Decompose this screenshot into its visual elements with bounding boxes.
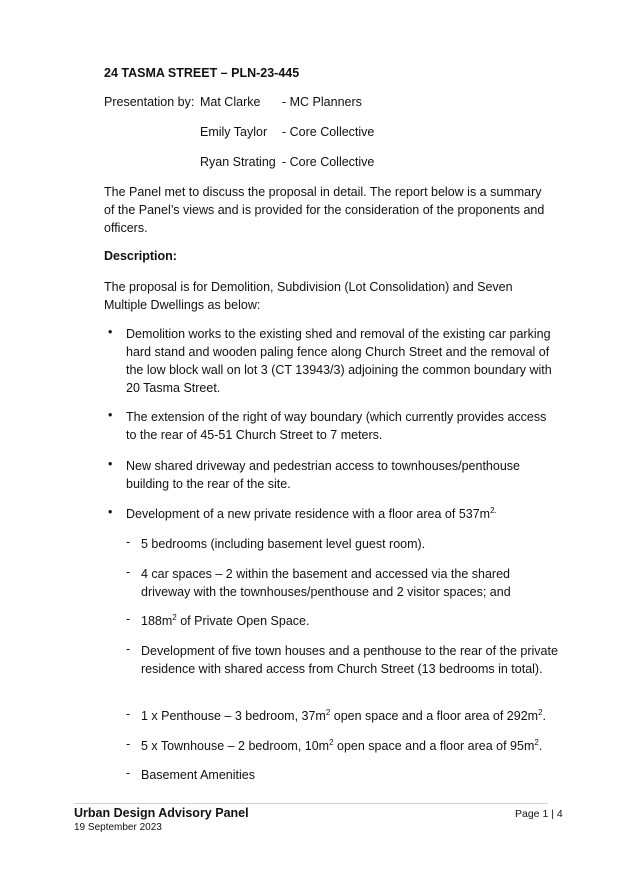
sub-text: open space and a floor area of 292m [330,709,539,723]
presenter-name: Ryan Strating [200,155,276,169]
bullet-marker: • [108,408,113,422]
presenter-org: - Core Collective [282,155,375,169]
dash-marker: - [126,737,131,751]
superscript: 2 [534,738,539,747]
sub-text: 5 x Townhouse – 2 bedroom, 10m [141,739,330,753]
description-intro: The proposal is for Demolition, Subdivision (Lot Consolidation) and Seven Multiple Dwellings as below: [104,280,513,312]
sub-text: open space and a floor area of 95m [333,739,535,753]
sub-item: Basement Amenities [141,768,255,782]
presentation-label: Presentation by: [104,95,195,109]
dash-marker: - [126,642,131,656]
bullet-text: Development of a new private residence with a floor area of 537m [126,507,491,521]
sub-item [141,707,561,725]
bullet-item [126,505,554,523]
superscript: 2 [325,708,331,717]
presenter-name: Mat Clarke [200,95,261,109]
footer-date: 19 September 2023 [74,822,162,833]
sub-text: 1 x Penthouse – 3 bedroom, 37m [141,709,326,723]
dash-marker: - [126,766,131,780]
footer-divider [74,803,548,804]
presenter-name: Emily Taylor [200,125,268,139]
bullet-marker: • [108,457,113,471]
sub-text: . [538,739,543,753]
page-title: 24 TASMA STREET – PLN-23-445 [104,66,300,80]
presenter-org: - MC Planners [282,95,362,109]
superscript: 2 [329,738,334,747]
superscript: 2 [538,708,543,717]
dash-marker: - [126,707,131,721]
sub-item: Development of five town houses and a penthouse to the rear of the private residence with shared access from Church Street (13 bedrooms in total). [141,644,558,676]
bullet-item: The extension of the right of way boundary (which currently provides access to the rear of 45-51 Church Street to 7 meters. [126,410,547,442]
bullet-marker: • [108,505,113,519]
footer-title: Urban Design Advisory Panel [74,806,249,820]
superscript: 2. [490,506,497,515]
page-number: Page 1 | 4 [515,808,563,820]
sub-item [141,737,561,755]
dash-marker: - [126,565,131,579]
sub-item: 4 car spaces – 2 within the basement and accessed via the shared driveway with the townhouses/penthouse and 2 visitor spaces; and [141,567,511,599]
sub-text: of Private Open Space. [176,614,310,628]
presenter-org: - Core Collective [282,125,375,139]
dash-marker: - [126,535,131,549]
bullet-marker: • [108,325,113,339]
bullet-item: New shared driveway and pedestrian access to townhouses/penthouse building to the rear of the site. [126,459,520,491]
intro-paragraph: The Panel met to discuss the proposal in detail. The report below is a summary of the Panel’s views and is provided for the consideration of the proponents and officers. [104,185,545,235]
dash-marker: - [126,612,131,626]
sub-text: . [542,709,547,723]
sub-item [141,612,561,630]
sub-item: 5 bedrooms (including basement level guest room). [141,537,426,551]
description-heading: Description: [104,249,177,263]
sub-text: 188m [141,614,173,628]
bullet-item: Demolition works to the existing shed and removal of the existing car parking hard stand and wooden paling fence along Church Street and the removal of the low block wall on lot 3 (CT 13943/3) adjoining the common boundary with 20 Tasma Street. [126,327,552,395]
superscript: 2 [172,613,177,622]
